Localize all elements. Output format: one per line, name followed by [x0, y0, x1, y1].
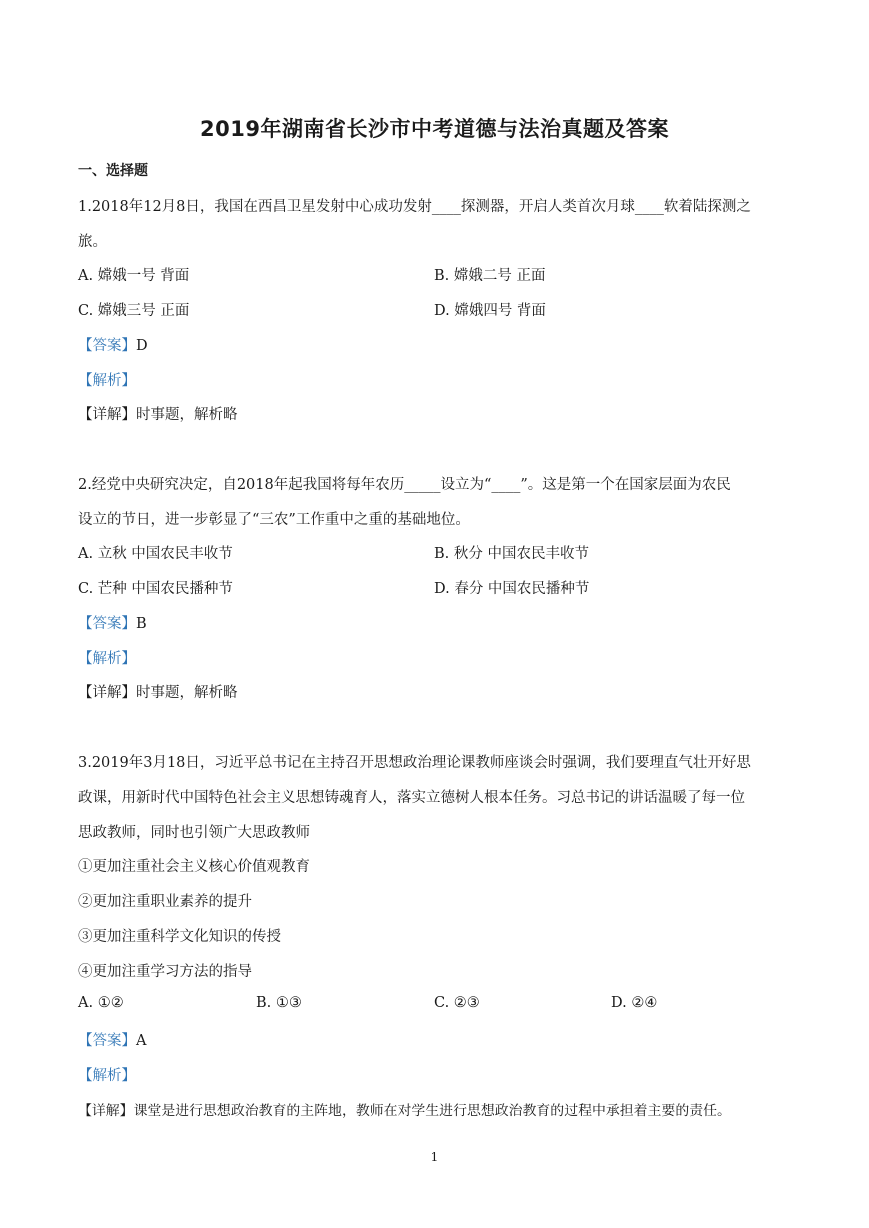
detail-text: 时事题，解析略: [136, 685, 238, 701]
question-3-line-2: 政课，用新时代中国特色社会主义思想铸魂育人，落实立德树人根本任务。习总书记的讲话温暖了每一位: [78, 790, 745, 806]
question-3-analysis: 【解析】: [78, 1068, 136, 1084]
question-1-answer: [78, 334, 148, 355]
question-3-option-b: B. ①③: [256, 995, 302, 1011]
question-3-statement-4: ④更加注重学习方法的指导: [78, 964, 252, 980]
question-1-detail: [78, 403, 238, 424]
question-2-line-2: 设立的节日，进一步彰显了“三农”工作重中之重的基础地位。: [78, 512, 470, 528]
question-2-line-1: 2.经党中央研究决定，自2018年起我国将每年农历_____设立为“____”。这是第一个在国家层面为农民: [78, 477, 731, 493]
question-3-line-1: 3.2019年3月18日，习近平总书记在主持召开思想政治理论课教师座谈会时强调，我们要理直气壮开好思: [78, 755, 751, 771]
question-3-line-3: 思政教师，同时也引领广大思政教师: [78, 825, 310, 841]
question-3-statement-2: ②更加注重职业素养的提升: [78, 894, 252, 910]
question-1-option-c: C. 嫦娥三号 正面: [78, 303, 190, 319]
question-1-line-2: 旅。: [78, 234, 107, 250]
question-2-detail: [78, 681, 238, 702]
answer-value: A: [136, 1033, 147, 1049]
question-3-statement-1: ①更加注重社会主义核心价值观教育: [78, 859, 310, 875]
question-2-analysis: 【解析】: [78, 651, 136, 667]
question-1-option-a: A. 嫦娥一号 背面: [78, 268, 190, 284]
page-number: 1: [430, 1150, 439, 1164]
answer-value: D: [136, 338, 148, 354]
question-3-statement-3: ③更加注重科学文化知识的传授: [78, 929, 281, 945]
question-2-option-a: A. 立秋 中国农民丰收节: [78, 546, 233, 562]
question-3-option-d: D. ②④: [611, 995, 658, 1011]
question-3-detail: [78, 1099, 731, 1119]
answer-label: 【答案】: [78, 338, 136, 354]
answer-label: 【答案】: [78, 616, 136, 632]
question-3-option-c: C. ②③: [434, 995, 480, 1011]
question-2-option-d: D. 春分 中国农民播种节: [434, 581, 590, 597]
question-2-option-c: C. 芒种 中国农民播种节: [78, 581, 233, 597]
question-3-option-a: A. ①②: [78, 995, 124, 1011]
question-2-option-b: B. 秋分 中国农民丰收节: [434, 546, 589, 562]
detail-label: 【详解】: [78, 407, 136, 423]
detail-text: 时事题，解析略: [136, 407, 238, 423]
answer-label: 【答案】: [78, 1033, 136, 1049]
question-3-answer: [78, 1029, 146, 1050]
question-1-option-b: B. 嫦娥二号 正面: [434, 268, 546, 284]
detail-label: 【详解】: [78, 685, 136, 701]
question-1-analysis: 【解析】: [78, 373, 136, 389]
detail-text: 课堂是进行思想政治教育的主阵地，教师在对学生进行思想政治教育的过程中承担着主要的责任。: [133, 1103, 731, 1119]
answer-value: B: [136, 616, 147, 632]
section-heading: 一、选择题: [78, 163, 148, 179]
detail-label: 【详解】: [78, 1103, 134, 1119]
question-2-answer: [78, 612, 147, 633]
page-title: 2019年湖南省长沙市中考道德与法治真题及答案: [200, 117, 669, 141]
question-1-line-1: 1.2018年12月8日，我国在西昌卫星发射中心成功发射____探测器，开启人类首次月球____软着陆探测之: [78, 199, 751, 215]
question-1-option-d: D. 嫦娥四号 背面: [434, 303, 546, 319]
